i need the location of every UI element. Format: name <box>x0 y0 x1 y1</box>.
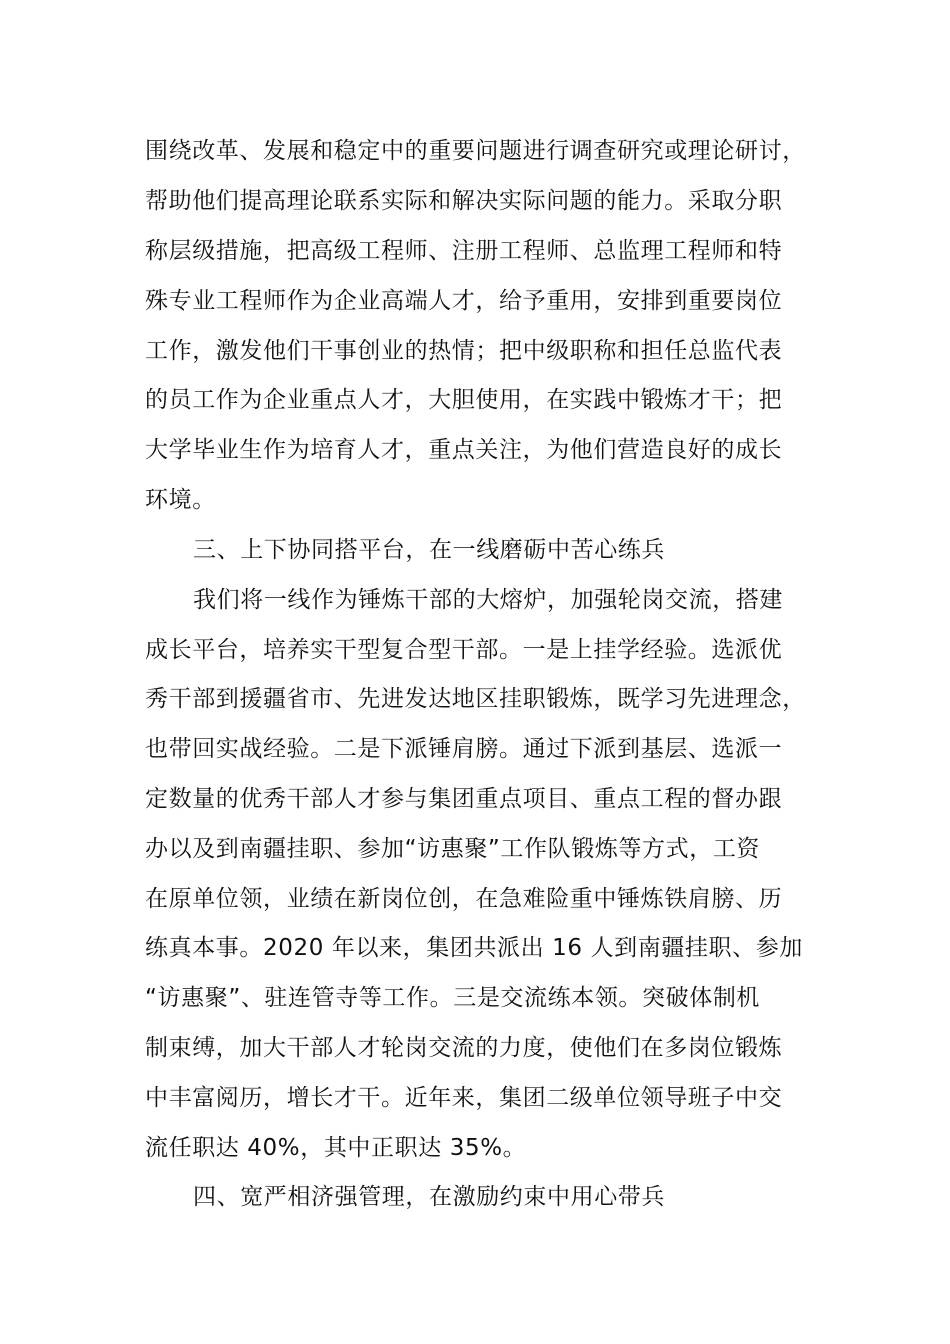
body-text-line: 流任职达 40%，其中正职达 35%。 <box>145 1135 527 1161</box>
body-text-line: 制束缚，加大干部人才轮岗交流的力度，使他们在多岗位锻炼 <box>145 1035 783 1061</box>
body-text-line: 的员工作为企业重点人才，大胆使用，在实践中锻炼才干；把 <box>145 387 783 413</box>
body-text-line: 环境。 <box>145 487 216 513</box>
section-heading: 三、上下协同搭平台，在一线磨砺中苦心练兵 <box>193 537 665 563</box>
body-text-line: “访惠聚”、驻连管寺等工作。三是交流练本领。突破体制机 <box>145 985 761 1011</box>
body-text-line: 也带回实战经验。二是下派锤肩膀。通过下派到基层、选派一 <box>145 736 783 762</box>
body-text-line: 练真本事。2020 年以来，集团共派出 16 人到南疆挂职、参加 <box>145 935 803 961</box>
body-text-line: 秀干部到援疆省市、先进发达地区挂职锻炼，既学习先进理念， <box>145 686 806 712</box>
body-text-line: 大学毕业生作为培育人才，重点关注，为他们营造良好的成长 <box>145 437 783 463</box>
body-text-line: 称层级措施，把高级工程师、注册工程师、总监理工程师和特 <box>145 238 783 264</box>
body-text-line: 定数量的优秀干部人才参与集团重点项目、重点工程的督办跟 <box>145 786 783 812</box>
body-text-line: 我们将一线作为锤炼干部的大熔炉，加强轮岗交流，搭建 <box>193 587 783 613</box>
body-text-line: 成长平台，培养实干型复合型干部。一是上挂学经验。选派优 <box>145 637 783 663</box>
body-text-line: 帮助他们提高理论联系实际和解决实际问题的能力。采取分职 <box>145 188 783 214</box>
body-text-line: 殊专业工程师作为企业高端人才，给予重用，安排到重要岗位 <box>145 288 783 314</box>
section-heading: 四、宽严相济强管理，在激励约束中用心带兵 <box>193 1184 665 1210</box>
body-text-line: 围绕改革、发展和稳定中的重要问题进行调查研究或理论研讨， <box>145 138 806 164</box>
body-text-line: 在原单位领，业绩在新岗位创，在急难险重中锤炼铁肩膀、历 <box>145 886 783 912</box>
body-text-line: 办以及到南疆挂职、参加“访惠聚”工作队锻炼等方式，工资 <box>145 836 761 862</box>
body-text-line: 工作，激发他们干事创业的热情；把中级职称和担任总监代表 <box>145 338 783 364</box>
body-text-line: 中丰富阅历，增长才干。近年来，集团二级单位领导班子中交 <box>145 1085 783 1111</box>
